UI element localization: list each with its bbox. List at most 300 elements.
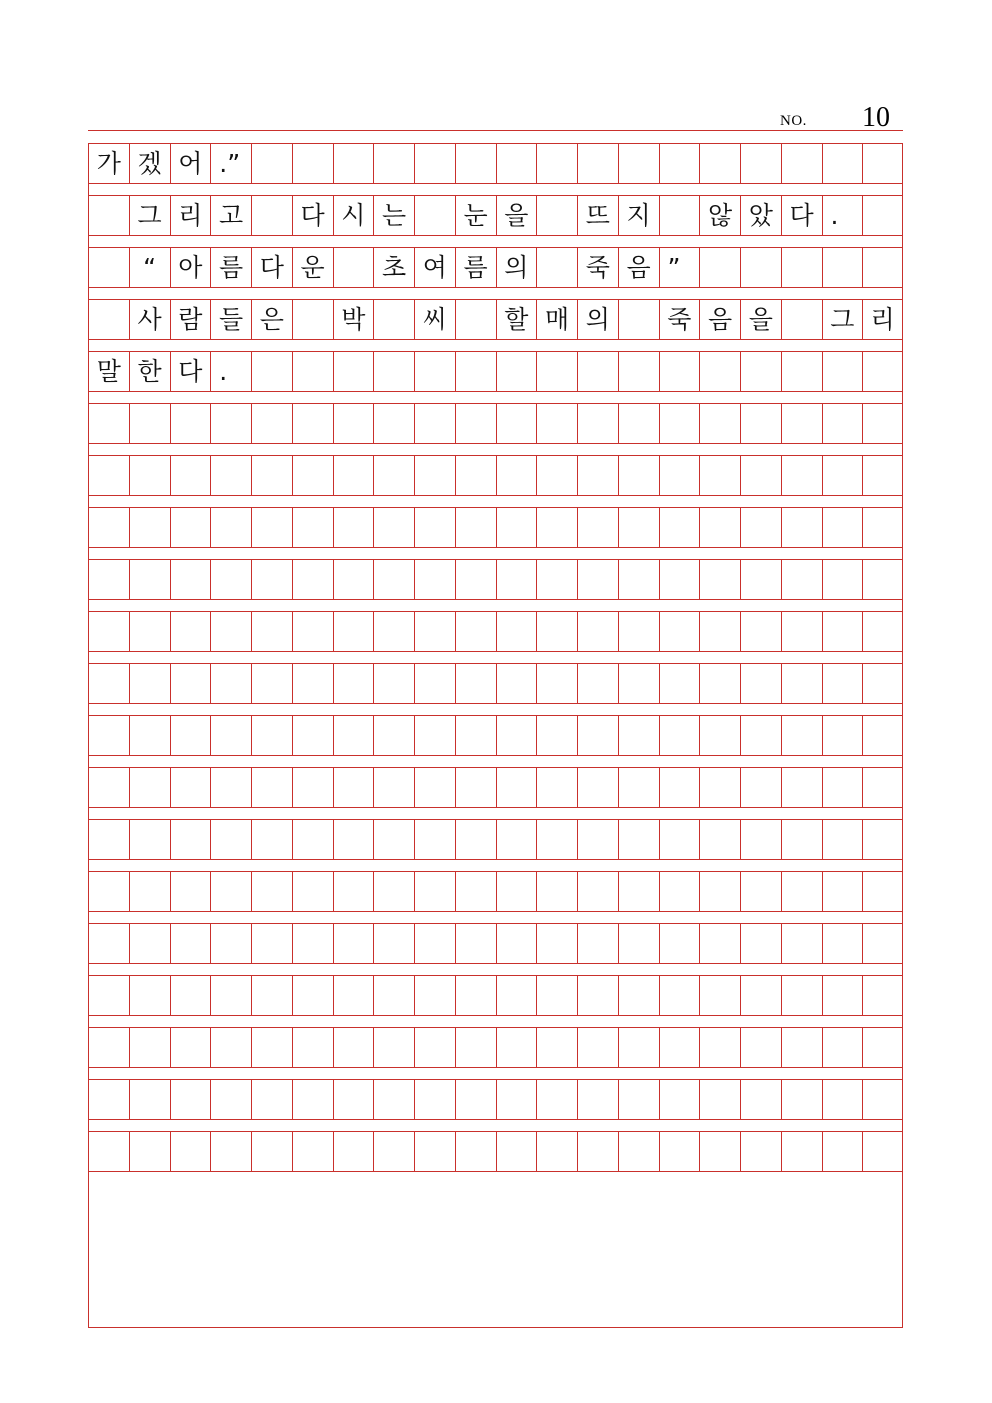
grid-cell [414,871,455,912]
grid-cell: 리 [862,299,903,340]
grid-cell [496,715,537,756]
grid-cell [618,507,659,548]
grid-cell [659,871,700,912]
grid-cell [210,923,251,964]
grid-cell [292,403,333,444]
grid-cell [536,871,577,912]
grid-cell [577,143,618,184]
grid-cell [129,819,170,860]
grid-cell: 사 [129,299,170,340]
grid-cell [659,195,700,236]
grid-row [88,455,903,496]
grid-row [88,923,903,964]
grid-cell [292,1131,333,1172]
grid-cell [740,871,781,912]
grid-cell [455,819,496,860]
grid-cell: 어 [170,143,211,184]
grid-cell [740,143,781,184]
grid-cell [659,1079,700,1120]
grid-cell [699,403,740,444]
grid-cell [170,975,211,1016]
grid-cell [292,455,333,496]
grid-cell [129,975,170,1016]
grid-cell: 운 [292,247,333,288]
grid-row [88,351,903,392]
grid-cell [292,975,333,1016]
grid-cell [659,143,700,184]
grid-cell: 름 [210,247,251,288]
grid-cell [699,715,740,756]
grid-row [88,1131,903,1172]
grid-cell [210,403,251,444]
grid-cell [373,403,414,444]
grid-row [88,975,903,1016]
grid-cell [822,819,863,860]
grid-cell [862,559,903,600]
grid-cell [251,143,292,184]
grid-cell [455,1079,496,1120]
grid-cell [129,767,170,808]
grid-cell [862,871,903,912]
grid-cell [536,403,577,444]
grid-cell [373,559,414,600]
grid-cell [862,351,903,392]
grid-cell [822,715,863,756]
grid-row [88,871,903,912]
grid-cell [577,1079,618,1120]
grid-cell [333,1027,374,1068]
grid-cell [210,767,251,808]
grid-cell [781,143,822,184]
grid-cell [170,403,211,444]
grid-cell [862,975,903,1016]
grid-cell [781,299,822,340]
grid-cell [414,403,455,444]
grid-cell [210,1079,251,1120]
grid-cell [496,871,537,912]
grid-cell [333,819,374,860]
grid-cell [496,819,537,860]
grid-cell [88,299,129,340]
grid-cell [88,1027,129,1068]
grid-cell: 씨 [414,299,455,340]
grid-cell [88,1079,129,1120]
grid-cell [699,1027,740,1068]
grid-cell: 말 [88,351,129,392]
grid-cell [333,923,374,964]
grid-cell [373,299,414,340]
grid-cell [496,143,537,184]
grid-cell [333,611,374,652]
grid-row [88,143,903,184]
grid-cell [414,1027,455,1068]
grid-cell [822,403,863,444]
grid-cell [170,871,211,912]
grid-cell [414,1131,455,1172]
grid-cell [210,507,251,548]
grid-cell [822,455,863,496]
grid-cell [659,975,700,1016]
grid-cell: 고 [210,195,251,236]
grid-cell [251,559,292,600]
grid-cell [659,559,700,600]
grid-cell [862,195,903,236]
grid-cell [781,715,822,756]
grid-cell [129,663,170,704]
grid-cell [496,767,537,808]
grid-cell [251,351,292,392]
grid-cell [251,767,292,808]
grid-cell: 았 [740,195,781,236]
grid-cell [618,871,659,912]
grid-cell [740,559,781,600]
grid-cell [740,611,781,652]
grid-cell [618,1079,659,1120]
grid-cell: 을 [496,195,537,236]
grid-cell [496,1079,537,1120]
grid-cell [292,819,333,860]
grid-cell [740,455,781,496]
grid-cell [536,923,577,964]
grid-cell: 매 [536,299,577,340]
grid-cell [781,611,822,652]
grid-row [88,299,903,340]
grid-cell [577,975,618,1016]
grid-cell [659,767,700,808]
grid-cell [659,507,700,548]
grid-cell [740,663,781,704]
grid-cell [496,455,537,496]
grid-cell [822,975,863,1016]
grid-cell [170,507,211,548]
grid-cell [699,247,740,288]
grid-cell [577,507,618,548]
grid-cell [373,767,414,808]
grid-row [88,767,903,808]
grid-cell [536,663,577,704]
grid-cell: 들 [210,299,251,340]
grid-cell [699,923,740,964]
grid-cell: ” [659,247,700,288]
grid-cell [740,507,781,548]
grid-cell [822,351,863,392]
grid-cell [536,1131,577,1172]
grid-cell [618,351,659,392]
grid-cell [333,351,374,392]
grid-row [88,715,903,756]
grid-cell [414,923,455,964]
grid-cell [536,819,577,860]
grid-cell [496,663,537,704]
grid-cell [88,403,129,444]
grid-cell [170,819,211,860]
grid-cell [455,351,496,392]
grid-cell [170,663,211,704]
grid-cell [781,247,822,288]
grid-cell [333,455,374,496]
grid-cell [577,1131,618,1172]
grid-cell [577,611,618,652]
grid-cell [414,975,455,1016]
grid-cell [373,1027,414,1068]
page-number-value: 10 [862,102,890,133]
grid-cell [455,143,496,184]
grid-cell: 음 [618,247,659,288]
grid-cell [822,143,863,184]
grid-cell [251,871,292,912]
grid-cell [618,1027,659,1068]
grid-cell: .” [210,143,251,184]
grid-cell [740,975,781,1016]
grid-cell [373,1131,414,1172]
grid-cell [88,611,129,652]
grid-row [88,559,903,600]
grid-cell [129,611,170,652]
grid-cell [862,1079,903,1120]
grid-cell [333,767,374,808]
grid-cell: 초 [373,247,414,288]
grid-cell: 박 [333,299,374,340]
grid-cell [129,1027,170,1068]
grid-cell [659,351,700,392]
grid-cell [210,1131,251,1172]
grid-row [88,1079,903,1120]
grid-cell [577,871,618,912]
grid-cell [496,923,537,964]
grid-cell [822,1079,863,1120]
grid-cell [699,559,740,600]
grid-cell [210,819,251,860]
grid-cell [577,663,618,704]
grid-cell [251,715,292,756]
grid-cell [536,715,577,756]
grid-cell [88,715,129,756]
grid-cell [88,247,129,288]
grid-cell [699,1079,740,1120]
grid-cell [414,559,455,600]
grid-cell [455,611,496,652]
grid-cell [373,1079,414,1120]
grid-cell [251,1131,292,1172]
grid-cell [373,871,414,912]
grid-cell [577,559,618,600]
grid-cell: 다 [781,195,822,236]
grid-cell [618,923,659,964]
grid-cell: 의 [496,247,537,288]
grid-cell [659,715,700,756]
grid-cell [618,1131,659,1172]
grid-cell [251,1027,292,1068]
grid-cell [210,871,251,912]
grid-cell [699,1131,740,1172]
grid-cell: 은 [251,299,292,340]
grid-cell [292,559,333,600]
grid-cell [781,819,822,860]
grid-cell [373,923,414,964]
grid-cell [373,715,414,756]
grid-cell: 람 [170,299,211,340]
grid-cell [740,819,781,860]
grid-cell [699,507,740,548]
grid-cell [251,195,292,236]
grid-cell: 겠 [129,143,170,184]
grid-cell: 죽 [577,247,618,288]
grid-row [88,663,903,704]
grid-cell [699,351,740,392]
grid-cell [496,975,537,1016]
grid-cell [577,923,618,964]
grid-cell [210,611,251,652]
grid-cell [740,1131,781,1172]
grid-cell [455,1027,496,1068]
grid-cell [536,611,577,652]
grid-cell [455,1131,496,1172]
grid-cell [251,663,292,704]
grid-cell [496,559,537,600]
grid-cell [292,143,333,184]
grid-cell: “ [129,247,170,288]
grid-cell: 그 [822,299,863,340]
grid-cell [822,767,863,808]
grid-cell [822,871,863,912]
grid-cell [740,923,781,964]
grid-cell [88,975,129,1016]
grid-cell [536,767,577,808]
grid-cell [740,1079,781,1120]
grid-cell [251,1079,292,1120]
grid-cell [170,923,211,964]
grid-cell [496,403,537,444]
grid-cell [618,455,659,496]
grid-cell [618,403,659,444]
grid-cell [333,143,374,184]
grid-cell: 다 [251,247,292,288]
grid-cell [333,559,374,600]
grid-cell [455,403,496,444]
grid-cell [373,663,414,704]
grid-cell [333,247,374,288]
grid-cell [455,663,496,704]
grid-cell [455,715,496,756]
grid-cell [659,663,700,704]
grid-cell [577,715,618,756]
grid-cell [333,975,374,1016]
grid-cell [862,1027,903,1068]
grid-cell [333,507,374,548]
grid-cell [88,663,129,704]
grid-cell [455,871,496,912]
grid-cell: 눈 [455,195,496,236]
grid-cell [659,1131,700,1172]
grid-cell [129,923,170,964]
grid-cell [577,767,618,808]
grid-cell [210,715,251,756]
grid-cell [292,611,333,652]
grid-cell [333,871,374,912]
grid-cell [414,715,455,756]
grid-cell: 죽 [659,299,700,340]
grid-cell [170,611,211,652]
grid-cell: 을 [740,299,781,340]
grid-cell: 지 [618,195,659,236]
grid-cell [740,767,781,808]
grid-cell: 할 [496,299,537,340]
grid-cell: 의 [577,299,618,340]
grid-cell [862,923,903,964]
grid-cell [414,767,455,808]
grid-cell [577,1027,618,1068]
grid-cell [822,1027,863,1068]
grid-cell [781,767,822,808]
grid-cell [170,1027,211,1068]
grid-cell: 그 [129,195,170,236]
grid-cell [455,507,496,548]
grid-cell [88,819,129,860]
grid-cell [455,299,496,340]
grid-cell [536,247,577,288]
grid-cell [862,455,903,496]
grid-cell [129,455,170,496]
grid-cell [88,507,129,548]
grid-cell [699,871,740,912]
grid-cell: 가 [88,143,129,184]
grid-cell [822,611,863,652]
grid-cell [659,1027,700,1068]
grid-cell [781,507,822,548]
grid-cell [373,455,414,496]
grid-cell: 뜨 [577,195,618,236]
grid-cell [333,663,374,704]
grid-cell [88,455,129,496]
grid-cell [699,663,740,704]
grid-cell [292,767,333,808]
grid-cell [129,1131,170,1172]
grid-cell: 여 [414,247,455,288]
grid-cell [373,975,414,1016]
grid-cell: 다 [292,195,333,236]
grid-cell [740,247,781,288]
grid-cell [170,455,211,496]
grid-cell [251,819,292,860]
grid-cell [333,1131,374,1172]
grid-row [88,611,903,652]
grid-cell [822,663,863,704]
grid-cell [292,715,333,756]
grid-cell [618,715,659,756]
grid-cell [373,351,414,392]
grid-cell [740,351,781,392]
grid-cell [373,611,414,652]
grid-cell [170,559,211,600]
grid-cell [862,247,903,288]
grid-cell [414,507,455,548]
grid-cell [414,663,455,704]
grid-cell [333,1079,374,1120]
grid-cell [373,819,414,860]
grid-cell [862,715,903,756]
grid-cell [577,455,618,496]
grid-cell [455,923,496,964]
grid-cell [659,819,700,860]
grid-cell [822,247,863,288]
grid-cell [251,611,292,652]
grid-cell [822,559,863,600]
grid-cell [699,819,740,860]
grid-cell: 름 [455,247,496,288]
grid-cell [862,1131,903,1172]
grid-cell: 한 [129,351,170,392]
page-number-label: NO. [780,113,807,129]
